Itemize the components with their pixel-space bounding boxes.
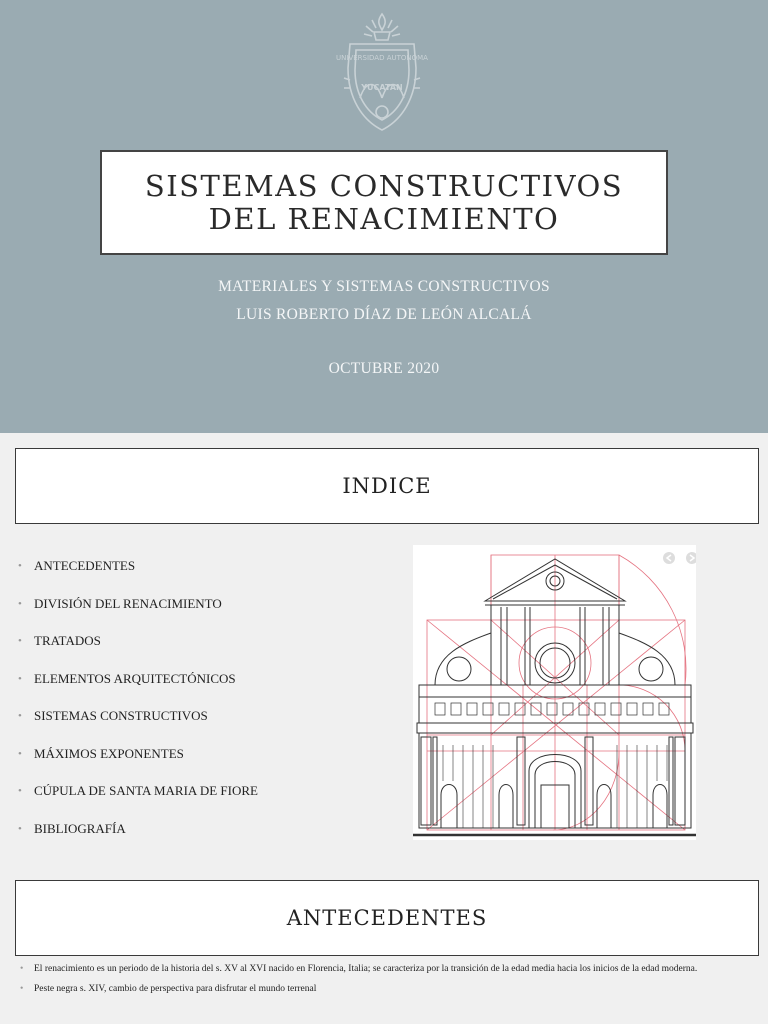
- index-heading-box: [15, 448, 759, 524]
- list-item: • TRATADOS: [18, 631, 398, 669]
- list-item: • MÁXIMOS EXPONENTES: [18, 744, 398, 782]
- cover-subtitle-author: LUIS ROBERTO DÍAZ DE LEÓN ALCALÁ: [236, 306, 532, 323]
- cover-slide: [0, 0, 768, 433]
- cover-title: SISTEMAS CONSTRUCTIVOS DEL RENACIMIENTO: [144, 168, 624, 236]
- bullet-icon: •: [18, 635, 22, 647]
- bullet-icon: •: [18, 560, 22, 572]
- list-item: • Peste negra s. XIV, cambio de perspectiva para disfrutar el mundo terrenal: [20, 984, 317, 994]
- list-item: • DIVISIÓN DEL RENACIMIENTO: [18, 594, 398, 632]
- seal-text-bottom: YUCATAN: [361, 83, 403, 92]
- list-item: • El renacimiento es un periodo de la historia del s. XV al XVI nacido en Florencia, Italia; se caracteriza por la transición de la edad media hacia los inicios de la edad moderna.: [20, 964, 698, 974]
- list-item: • ANTECEDENTES: [18, 556, 398, 594]
- cover-title-box: [100, 150, 668, 255]
- university-seal-icon: [336, 8, 428, 140]
- bullet-icon: •: [20, 964, 24, 974]
- bullet-icon: •: [18, 710, 22, 722]
- bullet-icon: •: [18, 785, 22, 797]
- index-heading: INDICE: [342, 474, 432, 498]
- antecedentes-heading-box: [15, 880, 759, 956]
- cover-date: OCTUBRE 2020: [328, 360, 440, 377]
- list-item: • SISTEMAS CONSTRUCTIVOS: [18, 706, 398, 744]
- list-item: • BIBLIOGRAFÍA: [18, 819, 398, 857]
- bullet-icon: •: [20, 984, 24, 994]
- list-item: • ELEMENTOS ARQUITECTÓNICOS: [18, 669, 398, 707]
- index-list: [18, 556, 398, 856]
- bullet-icon: •: [18, 747, 22, 760]
- cover-subtitle-course: MATERIALES Y SISTEMAS CONSTRUCTIVOS: [218, 278, 550, 295]
- bullet-icon: •: [18, 672, 22, 685]
- antecedentes-list: [20, 963, 750, 1003]
- prev-image-icon[interactable]: [663, 552, 675, 564]
- list-item: • CÚPULA DE SANTA MARIA DE FIORE: [18, 781, 398, 819]
- bullet-icon: •: [18, 822, 22, 835]
- seal-text-top: UNIVERSIDAD AUTONOMA: [336, 54, 428, 62]
- bullet-icon: •: [18, 597, 22, 610]
- antecedentes-heading: ANTECEDENTES: [286, 906, 488, 930]
- church-facade-drawing: [413, 545, 696, 840]
